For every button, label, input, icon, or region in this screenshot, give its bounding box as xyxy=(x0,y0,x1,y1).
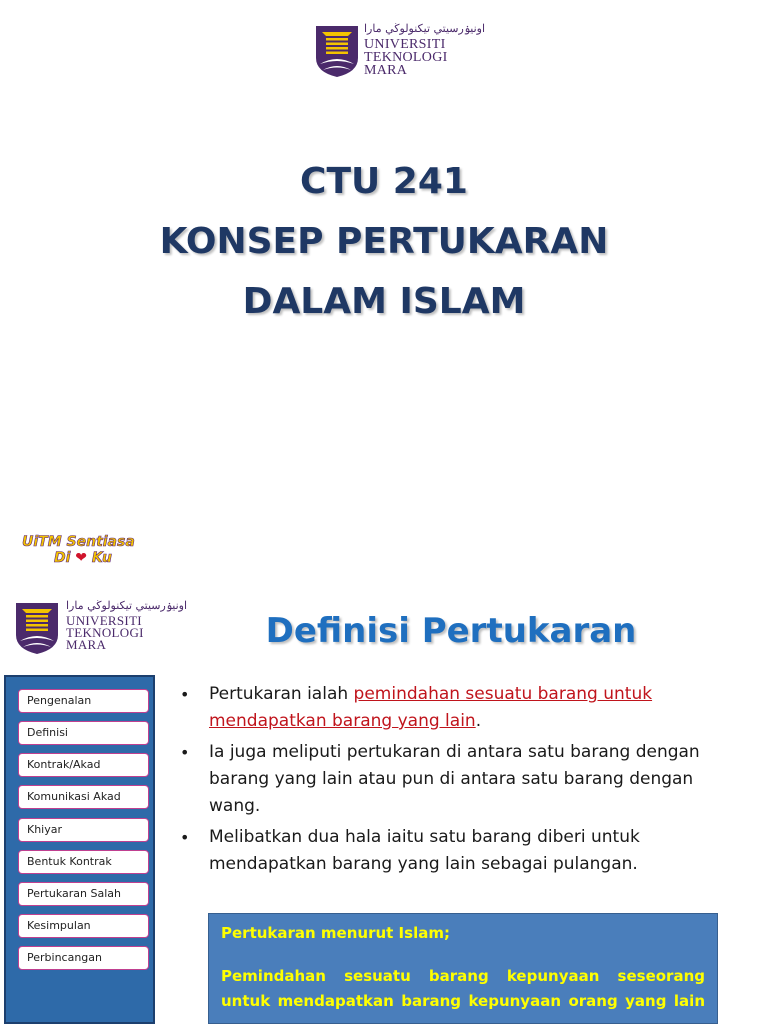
islamic-definition-box xyxy=(208,913,718,1024)
slide1-title xyxy=(0,152,768,332)
slogan-ku: Ku xyxy=(91,550,112,566)
logo-arabic-text: اونيۏرسيتي تيكنولوڬي مارا xyxy=(364,22,486,35)
slogan-line2 xyxy=(54,550,142,566)
definition-bullets xyxy=(176,681,736,882)
bullet-item xyxy=(176,739,736,820)
nav-item-perbincangan[interactable]: Perbincangan xyxy=(18,946,149,970)
nav-item-pengenalan[interactable]: Pengenalan xyxy=(18,689,149,713)
bullet-text: Ia juga meliputi pertukaran di antara satu barang dengan barang yang lain atau pun di antara satu barang dengan wang. xyxy=(209,742,700,816)
slogan-line1: UiTM Sentiasa xyxy=(22,534,135,550)
logo-line-mara: MARA xyxy=(364,63,408,78)
logo-line-teknologi: TEKNOLOGI xyxy=(364,50,448,65)
uitm-logo-small xyxy=(14,599,188,657)
definition-slide xyxy=(0,585,768,1024)
bullet-text: Melibatkan dua hala iaitu satu barang diberi untuk mendapatkan barang yang lain sebagai pulangan. xyxy=(209,827,640,874)
bullet-item xyxy=(176,824,736,878)
bullet-text: Pertukaran ialah xyxy=(209,684,354,704)
nav-item-bentuk-kontrak[interactable]: Bentuk Kontrak xyxy=(18,850,149,874)
nav-item-komunikasi-akad[interactable]: Komunikasi Akad xyxy=(18,785,149,809)
nav-item-kontrak-akad[interactable]: Kontrak/Akad xyxy=(18,753,149,777)
nav-item-definisi[interactable]: Definisi xyxy=(18,721,149,745)
highlighted-definition: pemindahan sesuatu barang untuk mendapatkan barang yang lain xyxy=(209,684,653,731)
bullet-text-end: . xyxy=(475,711,482,731)
nav-item-pertukaran-salah[interactable]: Pertukaran Salah xyxy=(18,882,149,906)
title-line-course-code: CTU 241 xyxy=(300,161,468,202)
logo-line-universiti: UNIVERSITI xyxy=(66,613,142,628)
slide2-title: Definisi Pertukaran xyxy=(265,611,637,651)
title-line-topic-cont: DALAM ISLAM xyxy=(242,281,526,322)
title-line-topic: KONSEP PERTUKARAN xyxy=(159,221,609,262)
nav-item-kesimpulan[interactable]: Kesimpulan xyxy=(18,914,149,938)
box-heading: Pertukaran menurut Islam; xyxy=(221,924,450,942)
box-text: Pemindahan sesuatu barang kepunyaan seseorang untuk mendapatkan barang kepunyaan orang yang lain xyxy=(221,967,705,1010)
nav-item-khiyar[interactable]: Khiyar xyxy=(18,818,149,842)
heart-icon: ❤ xyxy=(75,550,88,566)
logo-line-universiti: UNIVERSITI xyxy=(364,37,446,52)
logo-arabic-text: اونيۏرسيتي تيكنولوڬي مارا xyxy=(66,599,188,612)
slogan-di: Di xyxy=(54,550,71,566)
uitm-slogan-logo xyxy=(22,534,142,574)
uitm-crest-icon xyxy=(14,601,60,655)
uitm-crest-icon xyxy=(314,24,360,78)
logo-line-mara: MARA xyxy=(66,637,107,652)
uitm-logo xyxy=(314,22,486,82)
navigation-panel xyxy=(4,675,155,1024)
logo-line-teknologi: TEKNOLOGI xyxy=(66,625,144,640)
bullet-item xyxy=(176,681,736,735)
